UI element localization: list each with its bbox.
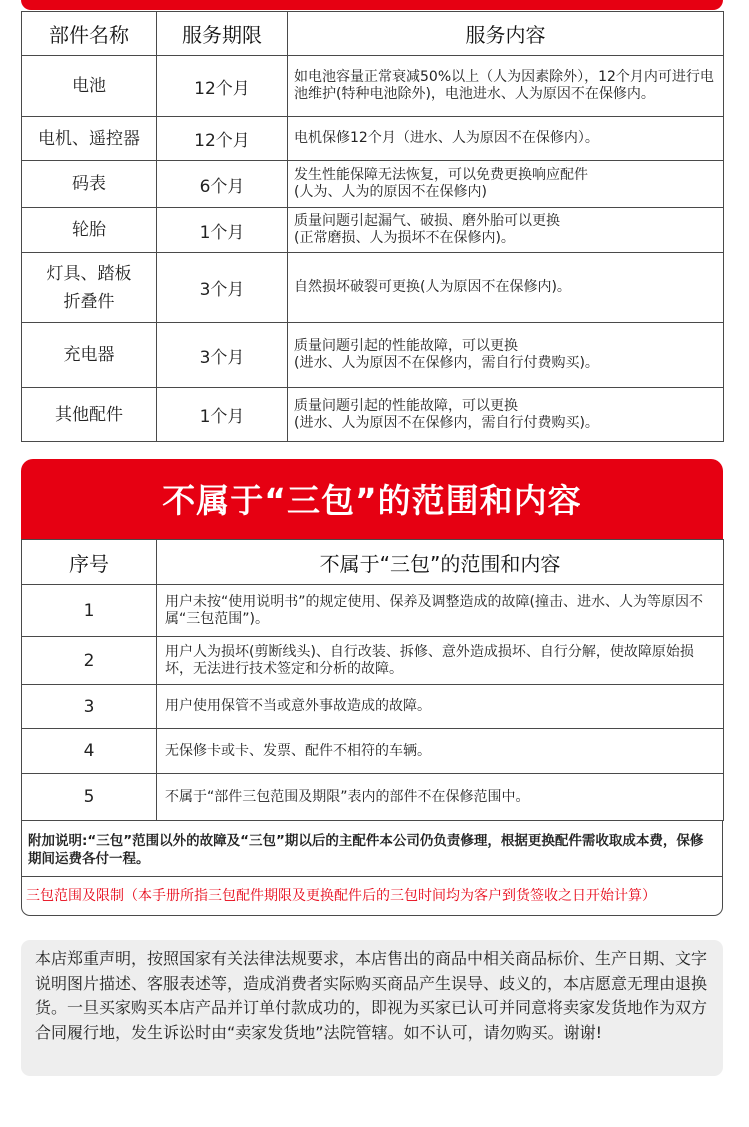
- table-row: [22, 56, 724, 117]
- table-row: [22, 637, 724, 685]
- column-header-part: 部件名称: [22, 12, 157, 56]
- column-header-period: 服务期限: [157, 12, 288, 56]
- content-cell: 质量问题引起漏气、破损、磨外胎可以更换 (正常磨损、人为损坏不在保修内)。: [288, 208, 724, 253]
- part-cell: 灯具、踏板 折叠件: [22, 253, 157, 323]
- period-cell: 12个月: [157, 117, 288, 161]
- exclusion-cell: 不属于“部件三包范围及期限”表内的部件不在保修范围中。: [157, 774, 724, 821]
- table-header-row: [22, 12, 724, 56]
- content-cell: 电机保修12个月（进水、人为原因不在保修内）。: [288, 117, 724, 161]
- table-row: [22, 161, 724, 208]
- table-row: [22, 585, 724, 637]
- table-row: [22, 323, 724, 388]
- exclusion-banner: 不属于“三包”的范围和内容: [21, 459, 723, 539]
- table-row: [22, 388, 724, 442]
- content-cell: 发生性能保障无法恢复，可以免费更换响应配件 (人为、人为的原因不在保修内): [288, 161, 724, 208]
- number-cell: 4: [22, 729, 157, 774]
- exclusion-cell: 用户使用保管不当或意外事故造成的故障。: [157, 685, 724, 729]
- column-header-content: 服务内容: [288, 12, 724, 56]
- content-cell: 质量问题引起的性能故障，可以更换 (进水、人为原因不在保修内，需自行付费购买)。: [288, 388, 724, 442]
- period-cell: 3个月: [157, 323, 288, 388]
- additional-note: 附加说明:“三包”范围以外的故障及“三包”期以后的主配件本公司仍负责修理，根据更换配件需收取成本费，保修期间运费各付一程。: [21, 821, 723, 876]
- store-declaration: 本店郑重声明，按照国家有关法律法规要求，本店售出的商品中相关商品标价、生产日期、文字说明图片描述、客服表述等，造成消费者实际购买商品产生误导、歧义的，本店愿意无理由退换货。一旦买家购买本店产品并订单付款成功的，即视为买家已认可并同意将卖家发货地作为双方合同履行地，发生诉讼时由“卖家发货地”法院管辖。如不认可，请勿购买。谢谢!: [21, 940, 723, 1076]
- exclusion-cell: 无保修卡或卡、发票、配件不相符的车辆。: [157, 729, 724, 774]
- period-cell: 12个月: [157, 56, 288, 117]
- warranty-table: [21, 11, 724, 442]
- table-row: [22, 253, 724, 323]
- content-cell: 质量问题引起的性能故障，可以更换 (进水、人为原因不在保修内，需自行付费购买)。: [288, 323, 724, 388]
- number-cell: 3: [22, 685, 157, 729]
- number-cell: 5: [22, 774, 157, 821]
- part-cell: 电池: [22, 56, 157, 117]
- number-cell: 1: [22, 585, 157, 637]
- exclusion-cell: 用户人为损坏(剪断线头)、自行改装、拆修、意外造成损坏、自行分解，使故障原始损坏，无法进行技术签定和分析的故障。: [157, 637, 724, 685]
- content-cell: 如电池容量正常衰减50%以上（人为因素除外），12个月内可进行电池维护(特种电池除外)，电池进水、人为原因不在保修内。: [288, 56, 724, 117]
- table-header-row: [22, 540, 724, 585]
- part-cell: 其他配件: [22, 388, 157, 442]
- part-cell: 电机、遥控器: [22, 117, 157, 161]
- table-row: [22, 117, 724, 161]
- header-strip: [21, 0, 723, 10]
- warranty-limit-text: 三包范围及限制（本手册所指三包配件期限及更换配件后的三包时间均为客户到货签收之日开始计算）: [21, 876, 723, 916]
- table-row: [22, 774, 724, 821]
- number-cell: 2: [22, 637, 157, 685]
- content-cell: 自然损坏破裂可更换(人为原因不在保修内)。: [288, 253, 724, 323]
- exclusion-table: [21, 539, 724, 821]
- table-row: [22, 685, 724, 729]
- period-cell: 6个月: [157, 161, 288, 208]
- column-header-number: 序号: [22, 540, 157, 585]
- period-cell: 3个月: [157, 253, 288, 323]
- column-header-exclusion: 不属于“三包”的范围和内容: [157, 540, 724, 585]
- part-cell: 轮胎: [22, 208, 157, 253]
- period-cell: 1个月: [157, 208, 288, 253]
- exclusion-cell: 用户未按“使用说明书”的规定使用、保养及调整造成的故障(撞击、进水、人为等原因不属“三包范围”)。: [157, 585, 724, 637]
- table-row: [22, 208, 724, 253]
- part-cell: 充电器: [22, 323, 157, 388]
- part-cell: 码表: [22, 161, 157, 208]
- period-cell: 1个月: [157, 388, 288, 442]
- table-row: [22, 729, 724, 774]
